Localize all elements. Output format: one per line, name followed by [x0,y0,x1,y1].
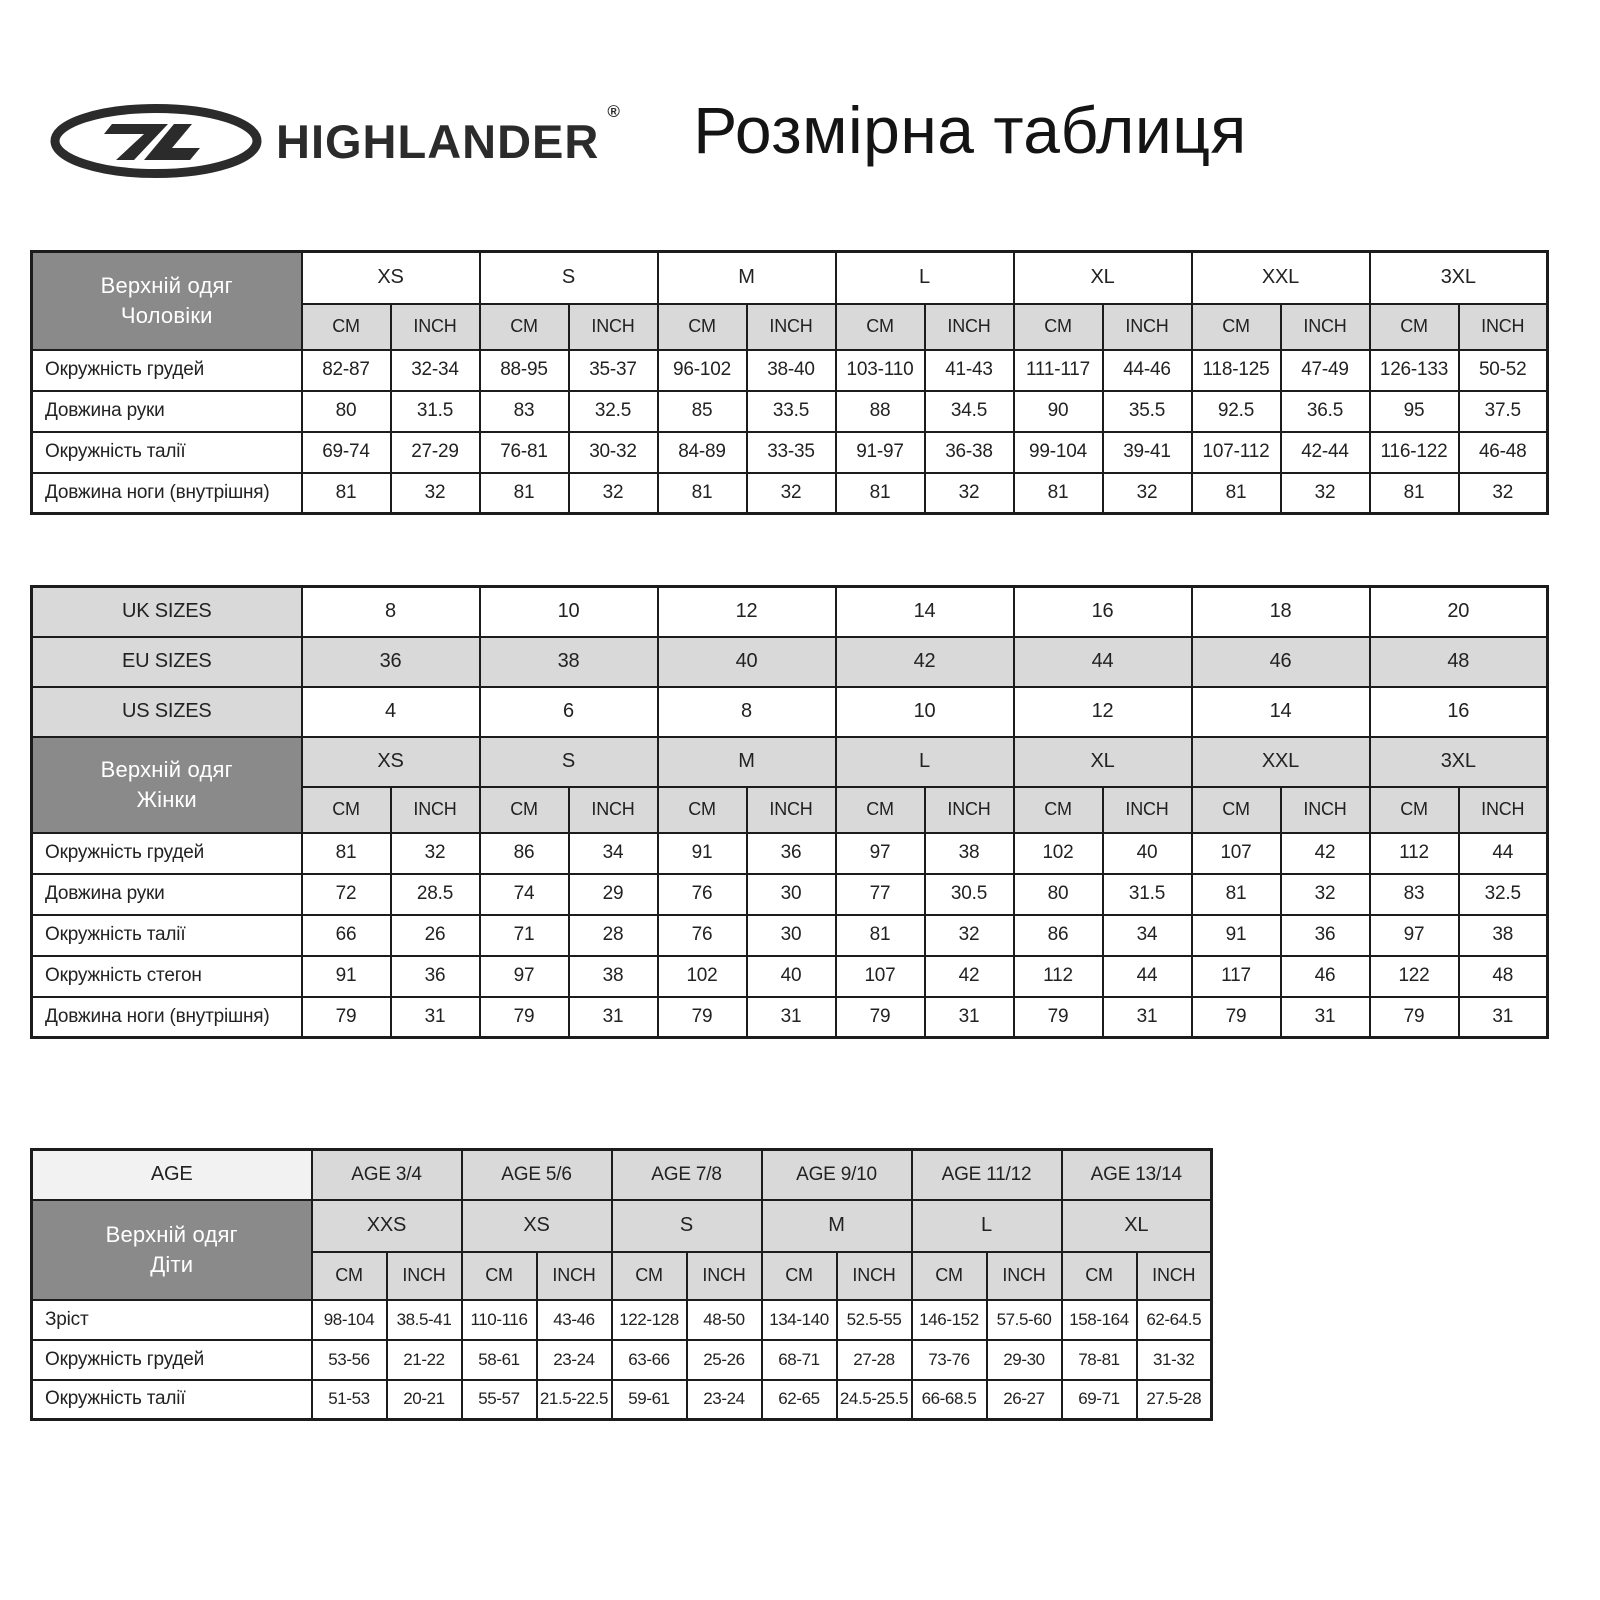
age-value-cell: AGE 13/14 [1062,1150,1212,1200]
size-header-cell: XS [302,737,480,787]
value-cell: 66 [302,915,391,956]
value-cell: 39-41 [1103,432,1192,473]
value-cell: 38 [1459,915,1548,956]
unit-header-cell: INCH [1459,787,1548,833]
value-cell: 91 [1192,915,1281,956]
unit-header-cell: CM [762,1252,837,1300]
highlander-logo-text: HIGHLANDER [276,114,600,168]
row-label-cell: Довжина ноги (внутрішня) [32,473,302,514]
region-size-value-cell: 18 [1192,587,1370,637]
value-cell: 28.5 [391,874,480,915]
header-line: Чоловіки [120,302,213,328]
value-cell: 79 [480,997,569,1038]
region-size-value-cell: 12 [1014,687,1192,737]
region-size-value-cell: 20 [1370,587,1548,637]
age-value-cell: AGE 9/10 [762,1150,912,1200]
unit-header-cell: CM [658,304,747,350]
unit-header-cell: INCH [687,1252,762,1300]
value-cell: 30 [747,874,836,915]
value-cell: 107 [1192,833,1281,874]
value-cell: 91-97 [836,432,925,473]
registered-trademark-icon: ® [607,102,620,121]
value-cell: 55-57 [462,1380,537,1420]
value-cell: 31 [747,997,836,1038]
value-cell: 32 [391,833,480,874]
value-cell: 32.5 [1459,874,1548,915]
value-cell: 29-30 [987,1340,1062,1380]
unit-header-cell: INCH [1459,304,1548,350]
unit-header-cell: CM [1192,787,1281,833]
unit-header-cell: CM [480,304,569,350]
unit-header-cell: INCH [1281,304,1370,350]
size-header-cell: L [912,1200,1062,1252]
value-cell: 32 [747,473,836,514]
value-cell: 32 [1459,473,1548,514]
unit-header-cell: CM [302,787,391,833]
value-cell: 88 [836,391,925,432]
value-cell: 35-37 [569,350,658,391]
region-size-value-cell: 14 [836,587,1014,637]
value-cell: 27-28 [837,1340,912,1380]
value-cell: 31 [1103,997,1192,1038]
value-cell: 31.5 [391,391,480,432]
age-value-cell: AGE 7/8 [612,1150,762,1200]
unit-header-cell: INCH [569,304,658,350]
value-cell: 36-38 [925,432,1014,473]
size-header-cell: XXS [312,1200,462,1252]
row-label-cell: Окружність стегон [32,956,302,997]
size-header-cell: M [658,737,836,787]
size-header-cell: XL [1014,252,1192,304]
highlander-ellipse-monogram-icon [50,104,262,178]
size-header-cell: S [480,737,658,787]
value-cell: 32 [925,915,1014,956]
value-cell: 26 [391,915,480,956]
value-cell: 36 [747,833,836,874]
header-line: Верхній одяг [100,756,233,782]
page-title: Розмірна таблиця [693,93,1247,167]
value-cell: 112 [1370,833,1459,874]
value-cell: 35.5 [1103,391,1192,432]
header-line: Жінки [136,786,197,812]
header-line: Верхній одяг [100,273,233,299]
value-cell: 66-68.5 [912,1380,987,1420]
region-size-value-cell: 46 [1192,637,1370,687]
unit-header-cell: CM [1014,787,1103,833]
value-cell: 81 [302,833,391,874]
row-label-cell: Окружність талії [32,432,302,473]
value-cell: 32 [925,473,1014,514]
header-line: Діти [150,1251,194,1277]
value-cell: 27-29 [391,432,480,473]
header-line: Верхній одяг [105,1221,238,1247]
value-cell: 58-61 [462,1340,537,1380]
value-cell: 74 [480,874,569,915]
value-cell: 81 [658,473,747,514]
value-cell: 83 [480,391,569,432]
value-cell: 34.5 [925,391,1014,432]
value-cell: 31 [391,997,480,1038]
value-cell: 32-34 [391,350,480,391]
value-cell: 122-128 [612,1300,687,1340]
value-cell: 90 [1014,391,1103,432]
value-cell: 33.5 [747,391,836,432]
age-value-cell: AGE 3/4 [312,1150,462,1200]
size-header-cell: XXL [1192,252,1370,304]
size-header-cell: L [836,252,1014,304]
value-cell: 81 [480,473,569,514]
value-cell: 44-46 [1103,350,1192,391]
value-cell: 99-104 [1014,432,1103,473]
value-cell: 44 [1459,833,1548,874]
unit-header-cell: INCH [987,1252,1062,1300]
value-cell: 102 [658,956,747,997]
value-cell: 72 [302,874,391,915]
region-size-value-cell: 36 [302,637,480,687]
unit-header-cell: CM [1014,304,1103,350]
value-cell: 31 [1281,997,1370,1038]
value-cell: 31 [569,997,658,1038]
men-header-cell [32,252,302,350]
kids-header-cell [32,1200,312,1300]
region-size-value-cell: 16 [1014,587,1192,637]
value-cell: 26-27 [987,1380,1062,1420]
value-cell: 81 [836,915,925,956]
value-cell: 102 [1014,833,1103,874]
age-value-cell: AGE 11/12 [912,1150,1062,1200]
region-size-value-cell: 44 [1014,637,1192,687]
unit-header-cell: INCH [1103,787,1192,833]
value-cell: 111-117 [1014,350,1103,391]
value-cell: 44 [1103,956,1192,997]
women-sizes-table [30,585,1549,1039]
value-cell: 83 [1370,874,1459,915]
value-cell: 107 [836,956,925,997]
unit-header-cell: INCH [747,304,836,350]
value-cell: 42 [1281,833,1370,874]
size-header-cell: XS [302,252,480,304]
value-cell: 97 [480,956,569,997]
region-size-value-cell: 38 [480,637,658,687]
value-cell: 21.5-22.5 [537,1380,612,1420]
value-cell: 97 [836,833,925,874]
row-label-cell: Окружність талії [32,915,302,956]
value-cell: 92.5 [1192,391,1281,432]
unit-header-cell: INCH [391,787,480,833]
unit-header-cell: CM [912,1252,987,1300]
value-cell: 81 [1192,473,1281,514]
value-cell: 32.5 [569,391,658,432]
value-cell: 91 [302,956,391,997]
value-cell: 76 [658,874,747,915]
unit-header-cell: INCH [1137,1252,1212,1300]
size-header-cell: L [836,737,1014,787]
value-cell: 79 [1014,997,1103,1038]
value-cell: 41-43 [925,350,1014,391]
value-cell: 24.5-25.5 [837,1380,912,1420]
unit-header-cell: CM [480,787,569,833]
value-cell: 46-48 [1459,432,1548,473]
size-header-cell: M [658,252,836,304]
value-cell: 62-64.5 [1137,1300,1212,1340]
region-size-value-cell: 8 [658,687,836,737]
value-cell: 76-81 [480,432,569,473]
unit-header-cell: INCH [537,1252,612,1300]
value-cell: 71 [480,915,569,956]
value-cell: 80 [1014,874,1103,915]
value-cell: 63-66 [612,1340,687,1380]
value-cell: 146-152 [912,1300,987,1340]
size-header-cell: M [762,1200,912,1252]
age-value-cell: AGE 5/6 [462,1150,612,1200]
value-cell: 46 [1281,956,1370,997]
value-cell: 47-49 [1281,350,1370,391]
value-cell: 30.5 [925,874,1014,915]
value-cell: 57.5-60 [987,1300,1062,1340]
size-header-cell: XL [1062,1200,1212,1252]
value-cell: 81 [1192,874,1281,915]
region-size-value-cell: 48 [1370,637,1548,687]
value-cell: 38 [569,956,658,997]
value-cell: 38.5-41 [387,1300,462,1340]
row-label-cell: Окружність грудей [32,833,302,874]
region-size-label-cell: US SIZES [32,687,302,737]
value-cell: 85 [658,391,747,432]
row-label-cell: Довжина руки [32,874,302,915]
value-cell: 23-24 [687,1380,762,1420]
value-cell: 73-76 [912,1340,987,1380]
value-cell: 69-71 [1062,1380,1137,1420]
value-cell: 98-104 [312,1300,387,1340]
value-cell: 81 [302,473,391,514]
value-cell: 78-81 [1062,1340,1137,1380]
value-cell: 50-52 [1459,350,1548,391]
value-cell: 36 [391,956,480,997]
unit-header-cell: CM [1370,787,1459,833]
value-cell: 69-74 [302,432,391,473]
size-header-cell: XS [462,1200,612,1252]
region-size-label-cell: UK SIZES [32,587,302,637]
region-size-value-cell: 42 [836,637,1014,687]
value-cell: 52.5-55 [837,1300,912,1340]
region-size-value-cell: 40 [658,637,836,687]
men-sizes-table [30,250,1549,515]
row-label-cell: Довжина руки [32,391,302,432]
value-cell: 27.5-28 [1137,1380,1212,1420]
women-header-cell [32,737,302,833]
value-cell: 122 [1370,956,1459,997]
value-cell: 48 [1459,956,1548,997]
value-cell: 96-102 [658,350,747,391]
value-cell: 81 [836,473,925,514]
unit-header-cell: INCH [747,787,836,833]
unit-header-cell: CM [658,787,747,833]
value-cell: 42-44 [1281,432,1370,473]
highlander-logo [50,104,620,178]
value-cell: 77 [836,874,925,915]
value-cell: 36.5 [1281,391,1370,432]
value-cell: 31-32 [1137,1340,1212,1380]
value-cell: 28 [569,915,658,956]
value-cell: 32 [569,473,658,514]
value-cell: 32 [391,473,480,514]
value-cell: 112 [1014,956,1103,997]
value-cell: 79 [1192,997,1281,1038]
row-label-cell: Довжина ноги (внутрішня) [32,997,302,1038]
value-cell: 81 [1014,473,1103,514]
row-label-cell: Зріст [32,1300,312,1340]
value-cell: 97 [1370,915,1459,956]
row-label-cell: Окружність грудей [32,350,302,391]
value-cell: 118-125 [1192,350,1281,391]
value-cell: 95 [1370,391,1459,432]
value-cell: 21-22 [387,1340,462,1380]
unit-header-cell: CM [312,1252,387,1300]
value-cell: 79 [836,997,925,1038]
value-cell: 30 [747,915,836,956]
unit-header-cell: CM [1062,1252,1137,1300]
kids-sizes-table [30,1148,1213,1421]
value-cell: 29 [569,874,658,915]
value-cell: 76 [658,915,747,956]
value-cell: 126-133 [1370,350,1459,391]
value-cell: 80 [302,391,391,432]
region-size-value-cell: 10 [480,587,658,637]
value-cell: 158-164 [1062,1300,1137,1340]
value-cell: 88-95 [480,350,569,391]
value-cell: 81 [1370,473,1459,514]
value-cell: 31 [925,997,1014,1038]
value-cell: 79 [1370,997,1459,1038]
row-label-cell: Окружність грудей [32,1340,312,1380]
region-size-label-cell: EU SIZES [32,637,302,687]
region-size-value-cell: 16 [1370,687,1548,737]
value-cell: 59-61 [612,1380,687,1420]
value-cell: 43-46 [537,1300,612,1340]
value-cell: 110-116 [462,1300,537,1340]
value-cell: 38-40 [747,350,836,391]
size-header-cell: XL [1014,737,1192,787]
value-cell: 36 [1281,915,1370,956]
value-cell: 34 [1103,915,1192,956]
value-cell: 79 [658,997,747,1038]
value-cell: 20-21 [387,1380,462,1420]
value-cell: 42 [925,956,1014,997]
region-size-value-cell: 8 [302,587,480,637]
value-cell: 31.5 [1103,874,1192,915]
unit-header-cell: INCH [837,1252,912,1300]
unit-header-cell: INCH [569,787,658,833]
value-cell: 23-24 [537,1340,612,1380]
size-header-cell: S [612,1200,762,1252]
value-cell: 91 [658,833,747,874]
size-header-cell: 3XL [1370,252,1548,304]
value-cell: 37.5 [1459,391,1548,432]
value-cell: 82-87 [302,350,391,391]
unit-header-cell: INCH [1103,304,1192,350]
value-cell: 40 [1103,833,1192,874]
unit-header-cell: INCH [387,1252,462,1300]
value-cell: 107-112 [1192,432,1281,473]
region-size-value-cell: 14 [1192,687,1370,737]
region-size-value-cell: 12 [658,587,836,637]
value-cell: 62-65 [762,1380,837,1420]
value-cell: 32 [1103,473,1192,514]
unit-header-cell: INCH [1281,787,1370,833]
value-cell: 30-32 [569,432,658,473]
unit-header-cell: CM [462,1252,537,1300]
region-size-value-cell: 4 [302,687,480,737]
unit-header-cell: CM [612,1252,687,1300]
value-cell: 31 [1459,997,1548,1038]
value-cell: 53-56 [312,1340,387,1380]
unit-header-cell: INCH [925,787,1014,833]
value-cell: 134-140 [762,1300,837,1340]
value-cell: 116-122 [1370,432,1459,473]
value-cell: 32 [1281,473,1370,514]
value-cell: 25-26 [687,1340,762,1380]
value-cell: 79 [302,997,391,1038]
value-cell: 33-35 [747,432,836,473]
value-cell: 51-53 [312,1380,387,1420]
unit-header-cell: CM [836,787,925,833]
value-cell: 40 [747,956,836,997]
value-cell: 48-50 [687,1300,762,1340]
region-size-value-cell: 6 [480,687,658,737]
region-size-value-cell: 10 [836,687,1014,737]
value-cell: 38 [925,833,1014,874]
row-label-cell: Окружність талії [32,1380,312,1420]
age-label-cell: AGE [32,1150,312,1200]
value-cell: 68-71 [762,1340,837,1380]
unit-header-cell: INCH [925,304,1014,350]
size-header-cell: S [480,252,658,304]
value-cell: 32 [1281,874,1370,915]
unit-header-cell: CM [836,304,925,350]
value-cell: 86 [480,833,569,874]
size-header-cell: 3XL [1370,737,1548,787]
unit-header-cell: CM [1192,304,1281,350]
size-header-cell: XXL [1192,737,1370,787]
value-cell: 103-110 [836,350,925,391]
value-cell: 86 [1014,915,1103,956]
value-cell: 117 [1192,956,1281,997]
value-cell: 84-89 [658,432,747,473]
unit-header-cell: CM [302,304,391,350]
unit-header-cell: INCH [391,304,480,350]
value-cell: 34 [569,833,658,874]
unit-header-cell: CM [1370,304,1459,350]
